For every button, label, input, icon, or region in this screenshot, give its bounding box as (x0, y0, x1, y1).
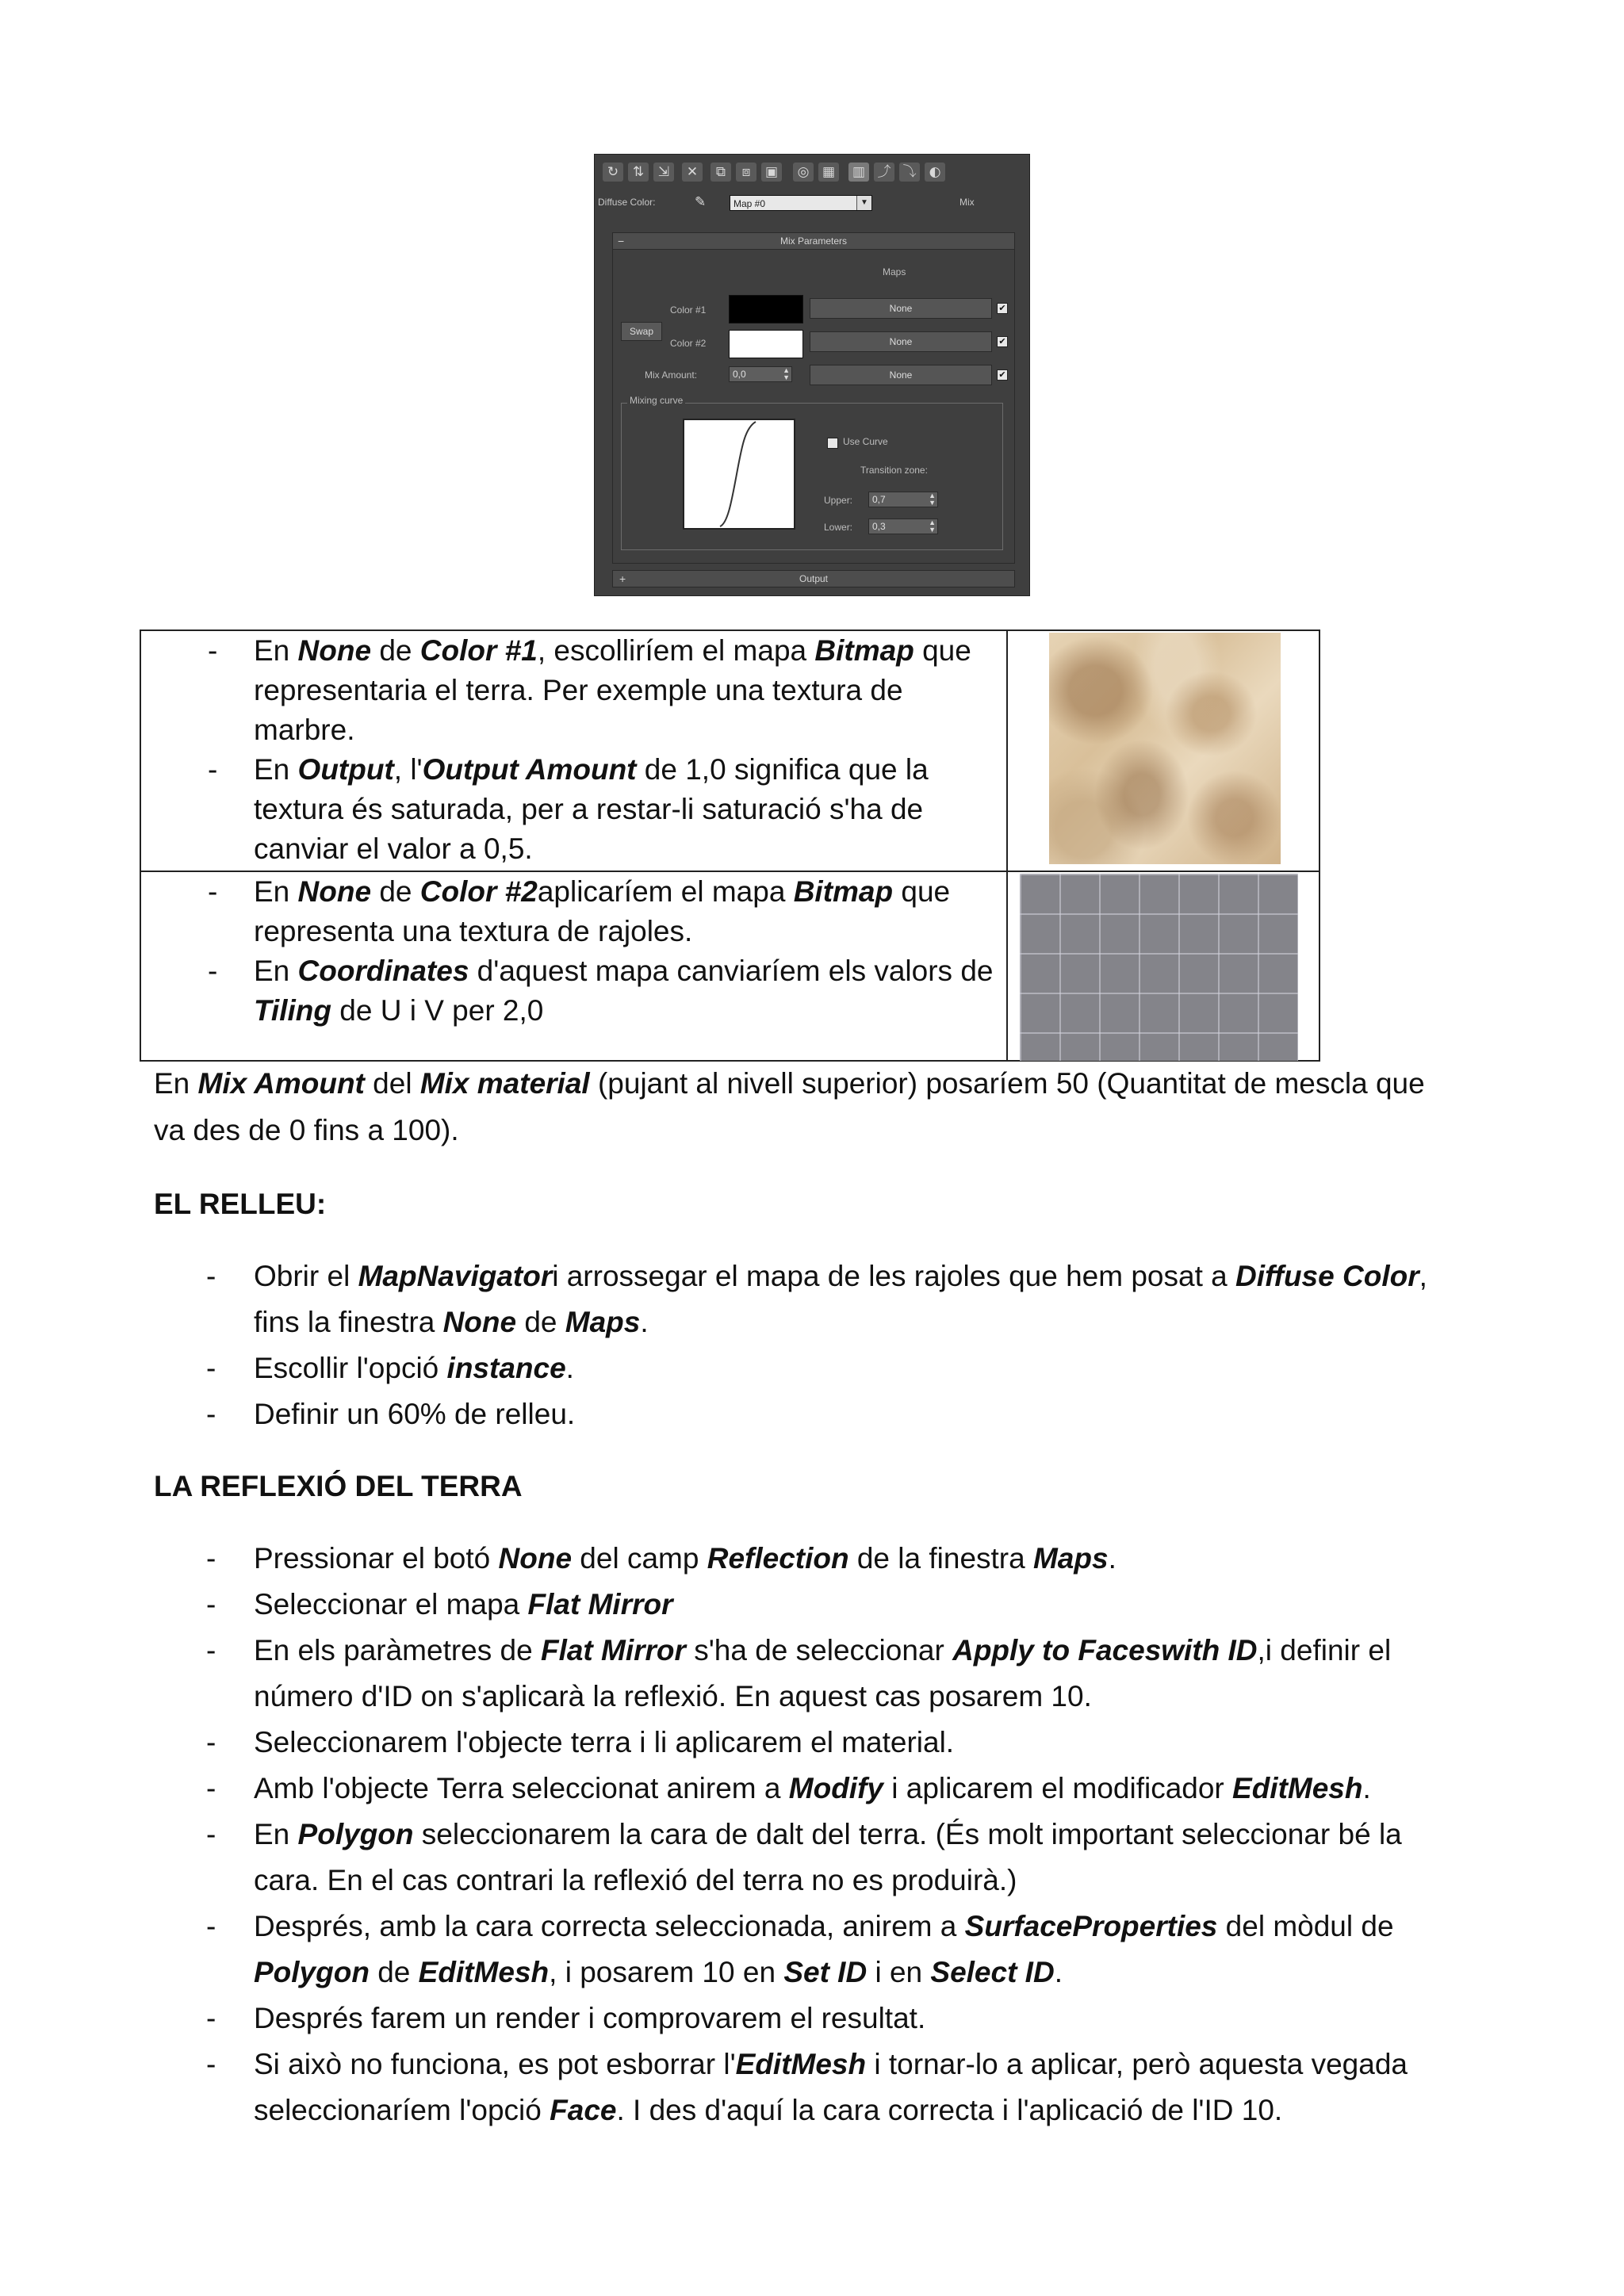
reset-map-icon[interactable]: ✕ (682, 163, 703, 182)
color2-label: Color #2 (670, 338, 707, 349)
relleu-item1: Obrir el MapNavigatori arrossegar el mapa de les rajoles que hem posat a Diffuse Color, (254, 1260, 1427, 1292)
map-navigator-icon[interactable]: ◐ (925, 163, 945, 182)
material-id-icon[interactable]: ◎ (793, 163, 814, 182)
table-divider (1006, 631, 1008, 1060)
table-row2-line1: En None de Color #2aplicaríem el mapa Bitmap que (254, 875, 951, 908)
reflexio-dash: - (206, 1818, 216, 1850)
mixing-curve-graph (683, 419, 795, 530)
chevron-down-icon: ▼ (856, 196, 871, 210)
get-material-icon[interactable]: ↻ (603, 163, 623, 182)
reflexio-item8: Després farem un render i comprovarem el resultat. (254, 2002, 926, 2034)
upper-label: Upper: (824, 495, 853, 506)
table-row2-line2: representa una textura de rajoles. (254, 915, 693, 947)
make-unique-icon[interactable]: ⧈ (736, 163, 756, 182)
put-to-library-icon[interactable]: ▣ (761, 163, 782, 182)
mix-parameters-rollout (612, 232, 1015, 564)
relleu-dash: - (206, 1352, 216, 1384)
swap-button[interactable]: Swap (621, 322, 662, 341)
mixing-curve-label: Mixing curve (627, 395, 685, 406)
table-row1-line3: marbre. (254, 714, 355, 746)
tiles-texture-image (1020, 874, 1298, 1061)
transition-zone-label: Transition zone: (860, 465, 928, 476)
color1-map-slot[interactable]: None (810, 298, 992, 319)
mix-parameters-title: Mix Parameters (779, 235, 848, 247)
relleu-item2: Escollir l'opció instance. (254, 1352, 574, 1384)
color2-map-checkbox[interactable]: ✔ (997, 336, 1008, 347)
lower-label: Lower: (824, 522, 853, 533)
maps-header: Maps (883, 266, 906, 277)
reflexio-dash: - (206, 1910, 216, 1942)
upper-spinner[interactable] (868, 492, 938, 507)
reflexio-dash: - (206, 1726, 216, 1758)
reflexio-item4: Seleccionarem l'objecte terra i li aplicarem el material. (254, 1726, 955, 1758)
relleu-item3: Definir un 60% de relleu. (254, 1398, 576, 1430)
mix-amount-label: Mix Amount: (645, 369, 698, 381)
relleu-heading: EL RELLEU: (154, 1188, 327, 1220)
show-end-result-icon[interactable]: ▥ (848, 163, 869, 182)
lower-spinner[interactable] (868, 519, 938, 534)
mix-amount-map-checkbox[interactable]: ✔ (997, 369, 1008, 381)
show-in-viewport-icon[interactable]: ▦ (818, 163, 839, 182)
reflexio-item3-cont: número d'ID on s'aplicarà la reflexió. En aquest cas posarem 10. (254, 1680, 1092, 1712)
reflexio-dash: - (206, 2002, 216, 2034)
make-copy-icon[interactable]: ⧉ (710, 163, 731, 182)
output-title: Output (799, 573, 829, 584)
reflexio-dash: - (206, 1542, 216, 1575)
diffuse-color-label: Diffuse Color: (598, 197, 656, 208)
curve-line (684, 420, 794, 528)
mix-amount-spinner[interactable] (729, 366, 792, 382)
output-rollout-header[interactable] (612, 570, 1015, 587)
table-row2-line3: En Coordinates d'aquest mapa canviaríem els valors de (254, 955, 994, 987)
relleu-dash: - (206, 1398, 216, 1430)
table-row1-line4: En Output, l'Output Amount de 1,0 significa que la (254, 753, 929, 786)
color1-map-checkbox[interactable]: ✔ (997, 303, 1008, 314)
table-row1-dash: - (208, 634, 218, 667)
spinner-arrows-icon[interactable]: ▲ ▼ (783, 366, 790, 381)
reflexio-dash: - (206, 1588, 216, 1621)
intro-line1: En Mix Amount del Mix material (pujant al nivell superior) posaríem 50 (Quantitat de mescla que (154, 1067, 1425, 1100)
put-to-scene-icon[interactable]: ⇅ (628, 163, 649, 182)
reflexio-dash: - (206, 1772, 216, 1804)
color1-swatch[interactable] (729, 295, 803, 323)
reflexio-item7: Després, amb la cara correcta seleccionada, anirem a SurfaceProperties del mòdul de (254, 1910, 1394, 1942)
table-row2-dash: - (208, 875, 218, 908)
mix-amount-map-slot[interactable]: None (810, 365, 992, 385)
go-forward-sibling-icon[interactable]: ⤵ (899, 163, 920, 182)
reflexio-item6-cont: cara. En el cas contrari la reflexió del terra no es produirà.) (254, 1864, 1017, 1896)
table-row1-line5: textura és saturada, per a restar-li saturació s'ha de (254, 793, 924, 825)
spinner-arrows-icon[interactable]: ▲ ▼ (929, 519, 936, 534)
reflexio-item9-cont: seleccionaríem l'opció Face. I des d'aquí la cara correcta i l'aplicació de l'ID 10. (254, 2094, 1283, 2126)
go-to-parent-icon[interactable]: ⤴ (874, 163, 894, 182)
color1-label: Color #1 (670, 304, 707, 316)
table-row2-dash: - (208, 955, 218, 987)
use-curve-checkbox[interactable] (827, 438, 838, 449)
reflexio-item5: Amb l'objecte Terra seleccionat anirem a Modify i aplicarem el modificador EditMesh. (254, 1772, 1371, 1804)
upper-value: 0,7 (872, 494, 886, 505)
expand-icon: + (619, 572, 626, 585)
material-toolbar (595, 155, 1029, 189)
mix-parameters-header[interactable] (613, 233, 1014, 250)
use-curve-label: Use Curve (843, 436, 888, 447)
eyedropper-icon[interactable]: ✎ (695, 194, 707, 210)
material-type-label[interactable]: Mix (959, 197, 975, 208)
intro-line2: va des de 0 fins a 100). (154, 1114, 459, 1146)
mix-material-panel (594, 154, 1030, 596)
marble-texture-image (1049, 633, 1281, 864)
table-row2-line4: Tiling de U i V per 2,0 (254, 994, 544, 1027)
reflexio-heading: LA REFLEXIÓ DEL TERRA (154, 1470, 523, 1502)
reflexio-dash: - (206, 2048, 216, 2080)
reflexio-item6: En Polygon seleccionarem la cara de dalt del terra. (És molt important seleccionar bé la (254, 1818, 1402, 1850)
reflexio-item3: En els paràmetres de Flat Mirror s'ha de seleccionar Apply to Faceswith ID,i definir el (254, 1634, 1392, 1667)
map-name-select[interactable] (730, 195, 872, 211)
color2-map-slot[interactable]: None (810, 331, 992, 352)
mixing-curve-group (621, 403, 1003, 550)
table-row1-line1: En None de Color #1, escolliríem el mapa Bitmap que (254, 634, 971, 667)
reflexio-item9: Si això no funciona, es pot esborrar l'EditMesh i tornar-lo a aplicar, però aquesta vegada (254, 2048, 1408, 2080)
map-name-value: Map #0 (733, 198, 766, 209)
table-row1-line6: canviar el valor a 0,5. (254, 832, 533, 865)
instructions-table (140, 629, 1320, 1062)
mix-amount-value: 0,0 (733, 369, 746, 380)
color2-swatch[interactable] (729, 330, 803, 358)
reflexio-dash: - (206, 1634, 216, 1667)
spinner-arrows-icon[interactable]: ▲ ▼ (929, 492, 936, 507)
reflexio-item7-cont: Polygon de EditMesh, i posarem 10 en Set ID i en Select ID. (254, 1956, 1063, 1988)
table-row1-dash: - (208, 753, 218, 786)
table-row1-line2: representaria el terra. Per exemple una textura de (254, 674, 903, 706)
collapse-icon: − (618, 235, 625, 247)
lower-value: 0,3 (872, 521, 886, 532)
relleu-dash: - (206, 1260, 216, 1292)
reflexio-item2: Seleccionar el mapa Flat Mirror (254, 1588, 673, 1621)
reflexio-item1: Pressionar el botó None del camp Reflection de la finestra Maps. (254, 1542, 1116, 1575)
assign-material-icon[interactable]: ⇲ (653, 163, 674, 182)
relleu-item1-cont: fins la finestra None de Maps. (254, 1306, 649, 1338)
